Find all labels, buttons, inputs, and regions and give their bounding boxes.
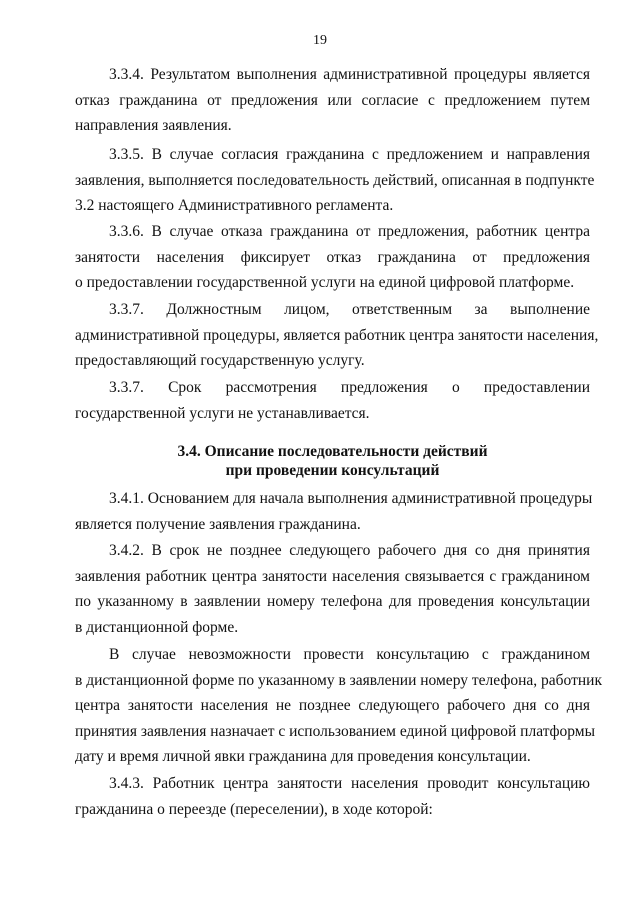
text-line: 3.3.5. В случае согласия гражданина с предложением и направления [109, 146, 590, 163]
text-line: В случае невозможности провести консультацию с гражданином [109, 646, 590, 663]
text-line: гражданина о переезде (переселении), в ходе которой: [75, 800, 433, 818]
section-heading-3-4 [75, 442, 590, 480]
text-line: предоставляющий государственную услугу. [75, 352, 365, 369]
text-line: 3.3.7. Срок рассмотрения предложения о предоставлении [109, 379, 590, 396]
text-line: 3.4.1. Основанием для начала выполнения административной процедуры [109, 490, 593, 507]
paragraph-3-3-6 [75, 219, 590, 296]
text-line: по указанному в заявлении номеру телефона для проведения консультации [75, 593, 590, 610]
text-line: заявления работник центра занятости населения связывается с гражданином [75, 567, 590, 585]
text-line: дату и время личной явки гражданина для проведения консультации. [75, 748, 531, 765]
text-line: является получение заявления гражданина. [75, 515, 361, 533]
text-line: принятия заявления назначает с использованием единой цифровой платформы [75, 722, 595, 740]
text-line: в дистанционной форме по указанному в заявлении номеру телефона, работник [75, 671, 602, 689]
text-line: заявления, выполняется последовательность действий, описанная в подпункте [75, 171, 595, 189]
paragraph-3-3-4 [75, 62, 590, 139]
text-line: о предоставлении государственной услуги на единой цифровой платформе. [75, 274, 575, 291]
heading-line: при проведении консультаций [225, 462, 440, 479]
heading-line: 3.4. Описание последовательности действий [177, 443, 488, 460]
text-line: отказ гражданина от предложения или согласие с предложением путем [75, 91, 590, 109]
paragraph-3-3-7-responsible [75, 297, 599, 374]
paragraph-3-4-1 [75, 486, 593, 537]
paragraph-3-3-7-term [75, 375, 590, 426]
page-number: 19 [313, 33, 327, 48]
text-line: государственной услуги не устанавливается. [75, 404, 370, 422]
text-line: 3.4.3. Работник центра занятости населения проводит консультацию [109, 775, 590, 792]
paragraph-3-4-3 [75, 771, 590, 822]
text-line: 3.3.6. В случае отказа гражданина от предложения, работник центра [109, 223, 590, 240]
text-line: 3.3.4. Результатом выполнения административной процедуры является [109, 66, 590, 83]
text-line: 3.3.7. Должностным лицом, ответственным за выполнение [109, 301, 590, 318]
text-line: направления заявления. [75, 117, 232, 134]
text-line: 3.4.2. В срок не позднее следующего рабочего дня со дня принятия [109, 542, 590, 559]
paragraph-3-3-5 [75, 142, 595, 219]
paragraph-3-4-2 [75, 538, 590, 640]
text-line: занятости населения фиксирует отказ гражданина от предложения [75, 248, 590, 266]
paragraph-3-4-2-continued [75, 642, 602, 770]
text-line: административной процедуры, является работник центра занятости населения, [75, 326, 599, 344]
text-line: в дистанционной форме. [75, 618, 239, 636]
text-line: 3.2 настоящего Административного регламента. [75, 197, 394, 214]
text-line: центра занятости населения не позднее следующего рабочего дня со дня [75, 697, 590, 714]
